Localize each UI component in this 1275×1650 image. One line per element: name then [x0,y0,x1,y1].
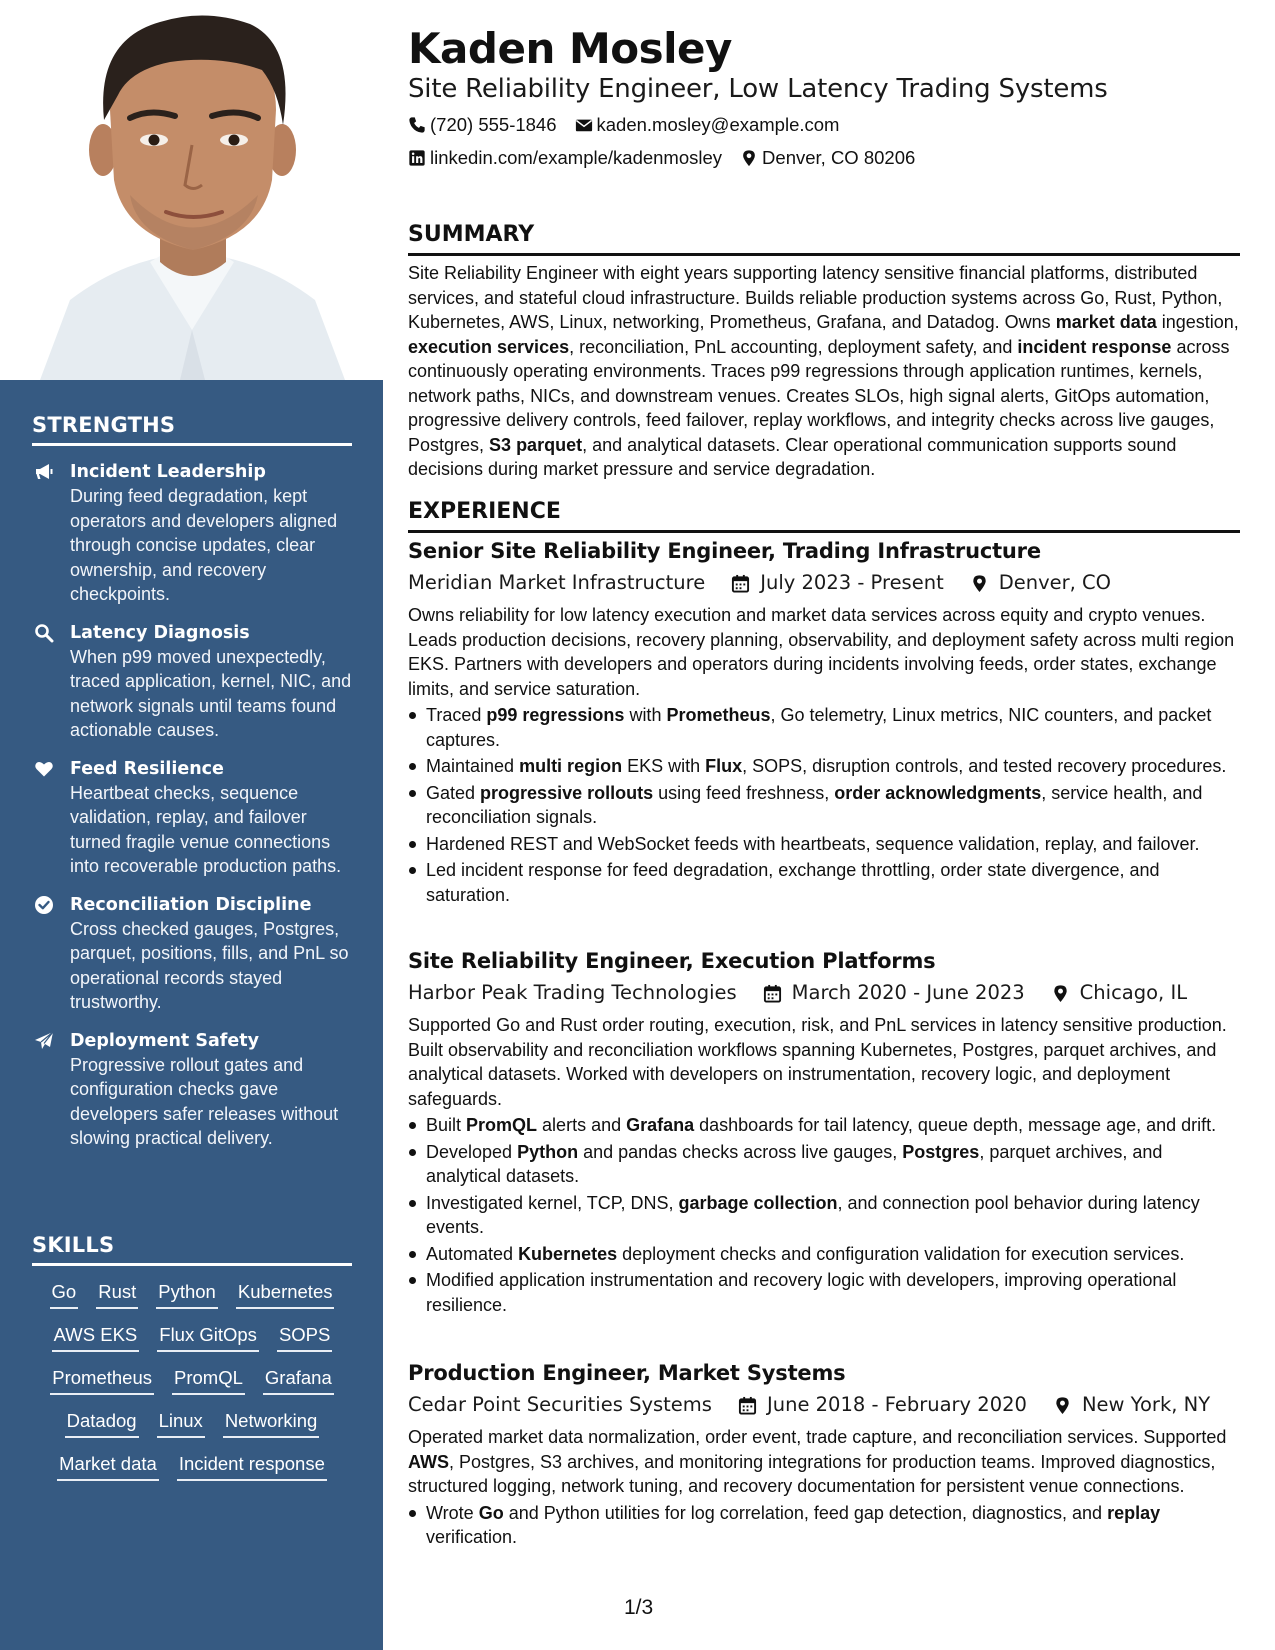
skill-tag: Datadog [65,1408,139,1438]
job-bullets [408,1113,1240,1317]
sidebar [0,0,383,1650]
skill-tag: Go [50,1279,79,1309]
strength-item [32,1029,352,1151]
job-description: Supported Go and Rust order routing, execution, risk, and PnL services in latency sensitive production. Built observability and reconciliation workflows spanning Kubernetes, Postgres, parquet archives, and analytical datasets. Worked with developers on instrumentation, recovery logic, and deployment safeguards. [408,1015,1227,1109]
skill-tag: PromQL [172,1365,245,1395]
summary-keyword: S3 parquet [489,434,583,455]
summary-segment: ingestion, [1156,312,1239,332]
bullet-item: Modified application instrumentation and recovery logic with developers, improving operational resilience. [408,1268,1240,1317]
company-name: Cedar Point Securities Systems [408,1393,712,1416]
skills-heading: SKILLS [32,1233,352,1266]
location-text: Denver, CO 80206 [762,147,916,168]
map-pin-icon [970,574,989,593]
page-number: 1/3 [624,1596,654,1619]
bullet-item: Wrote Go and Python utilities for log correlation, feed gap detection, diagnostics, and replay verification. [408,1501,1240,1550]
strength-title: Latency Diagnosis [70,622,250,643]
skills-row [32,1451,352,1481]
profile-photo [0,0,383,380]
job-entry [408,537,1240,907]
linkedin-icon [408,149,426,167]
strength-item [32,893,352,1015]
bullet-item: Automated Kubernetes deployment checks and configuration validation for execution services. [408,1242,1240,1267]
calendar-icon [731,574,750,593]
job-bullets [408,1501,1240,1550]
skill-tag: Python [156,1279,218,1309]
contact-line [408,147,915,169]
job-entry [408,947,1240,1317]
summary-keyword: incident response [1017,336,1172,357]
check-circle-icon [34,895,54,915]
job-location: Chicago, IL [1079,981,1188,1004]
search-icon [34,623,54,643]
job-title: Senior Site Reliability Engineer, Trading Infrastructure [408,539,1041,563]
job-title: Production Engineer, Market Systems [408,1361,846,1385]
job-bullets [408,703,1240,907]
experience-heading: EXPERIENCE [408,499,1240,533]
job-dates: June 2018 - February 2020 [766,1393,1027,1416]
summary-segment: , reconciliation, PnL accounting, deployment safety, and [569,336,1018,357]
skills-section [32,1233,352,1481]
phone-icon [408,116,426,134]
bullet-item: Maintained multi region EKS with Flux, SOPS, disruption controls, and tested recovery procedures. [408,754,1240,779]
envelope-icon [575,116,593,134]
skill-tag: Incident response [177,1451,327,1481]
skill-tag: Flux GitOps [157,1322,259,1352]
bullet-item: Hardened REST and WebSocket feeds with heartbeats, sequence validation, replay, and failover. [408,832,1240,857]
job-description: Operated market data normalization, order event, trade capture, and reconciliation services. Supported AWS, Postgres, S3 archives, and monitoring integrations for production teams. Improved diagnostics, structured logging, network tuning, and recovery documentation for persistent venue connections. [408,1427,1227,1496]
strength-description: When p99 moved unexpectedly, traced application, kernel, NIC, and network signals until teams found actionable causes. [70,646,352,740]
company-name: Harbor Peak Trading Technologies [408,981,737,1004]
job-dates: March 2020 - June 2023 [791,981,1025,1004]
summary-text [408,261,1240,482]
strength-title: Incident Leadership [70,462,266,482]
calendar-icon [763,984,782,1003]
linkedin-url[interactable]: linkedin.com/example/kadenmosley [430,147,723,168]
skills-row [32,1408,352,1438]
paper-plane-icon [34,1031,54,1051]
summary-keyword: execution services [408,336,570,357]
skill-tag: Linux [157,1408,205,1438]
candidate-headline: Site Reliability Engineer, Low Latency Trading Systems [408,74,1108,104]
summary-segment: , and analytical datasets. Clear operational communication supports sound decisions during market pressure and service degradation. [408,434,1177,479]
strength-description: Heartbeat checks, sequence validation, replay, and failover turned fragile venue connections into recoverable production paths. [70,782,342,876]
job-dates: July 2023 - Present [760,571,944,594]
skill-tag: AWS EKS [52,1322,140,1352]
skills-list [32,1279,352,1481]
bullet-item: Built PromQL alerts and Grafana dashboards for tail latency, queue depth, message age, and drift. [408,1113,1240,1138]
linkedin-contact[interactable] [408,147,722,169]
map-pin-icon [740,149,758,167]
job-title: Site Reliability Engineer, Execution Platforms [408,949,936,973]
bullet-item: Traced p99 regressions with Prometheus, Go telemetry, Linux metrics, NIC counters, and packet captures. [408,703,1240,752]
bullet-item: Investigated kernel, TCP, DNS, garbage collection, and connection pool behavior during latency events. [408,1191,1240,1240]
job-meta [408,1390,1240,1420]
skill-tag: SOPS [277,1322,332,1352]
calendar-icon [738,1396,757,1415]
strength-description: During feed degradation, kept operators and developers aligned through concise updates, clear ownership, and recovery checkpoints. [70,486,338,604]
strengths-section [32,413,352,1151]
bullet-item: Developed Python and pandas checks across live gauges, Postgres, parquet archives, and analytical datasets. [408,1140,1240,1189]
email-address[interactable]: kaden.mosley@example.com [596,114,840,135]
skill-tag: Prometheus [50,1365,154,1395]
skills-row [32,1279,352,1309]
phone-contact [408,114,557,136]
job-description: Owns reliability for low latency execution and market data services across equity and crypto venues. Leads production decisions, recovery planning, observability, and deployment safety across multi region EKS. Partners with developers and operators during incidents involving feeds, order states, exchange limits, and service saturation. [408,605,1235,699]
skill-tag: Networking [223,1408,320,1438]
summary-segment: across continuously operating environments. Traces p99 regressions through application runtimes, kernels, network paths, NICs, and downstream venues. Creates SLOs, high signal alerts, GitOps automation, progressive delivery controls, feed failover, replay workflows, and integrity checks across live gauges, Postgres, [408,336,1230,455]
job-location: New York, NY [1081,1393,1211,1416]
skills-row [32,1365,352,1395]
bullet-item: Gated progressive rollouts using feed freshness, order acknowledgments, service health, and reconciliation signals. [408,781,1240,830]
skill-tag: Market data [57,1451,159,1481]
skill-tag: Rust [96,1279,138,1309]
strength-title: Deployment Safety [70,1030,260,1051]
skill-tag: Kubernetes [236,1279,335,1309]
skill-tag: Grafana [263,1365,334,1395]
strength-item [32,460,352,607]
summary-heading: SUMMARY [408,222,1240,256]
bullet-item: Led incident response for feed degradation, exchange throttling, order state divergence, and saturation. [408,858,1240,907]
job-entry [408,1359,1240,1550]
strength-description: Progressive rollout gates and configuration checks gave developers safer releases without slowing practical delivery. [70,1054,339,1148]
skills-row [32,1322,352,1352]
phone-number: (720) 555-1846 [430,114,557,135]
summary-keyword: market data [1055,312,1157,332]
location-contact [740,147,915,169]
summary-segment: Site Reliability Engineer with eight years supporting latency sensitive financial platforms, distributed services, and stateful cloud infrastructure. Builds reliable production systems across Go, Rust, Python, Kubernetes, AWS, Linux, networking, Prometheus, Grafana, and Datadog. Owns [408,263,1223,332]
map-pin-icon [1053,1396,1072,1415]
strengths-heading: STRENGTHS [32,413,352,446]
strength-item [32,621,352,743]
company-name: Meridian Market Infrastructure [408,571,706,594]
strength-item [32,757,352,879]
email-contact[interactable] [575,114,840,136]
megaphone-icon [34,462,54,482]
job-meta [408,978,1240,1008]
heart-icon [34,759,54,779]
strength-title: Feed Resilience [70,758,224,779]
map-pin-icon [1051,984,1070,1003]
contact-line [408,114,839,136]
job-meta [408,568,1240,598]
strength-title: Reconciliation Discipline [70,894,312,915]
job-location: Denver, CO [998,571,1112,594]
candidate-name: Kaden Mosley [408,24,732,73]
strength-description: Cross checked gauges, Postgres, parquet, positions, fills, and PnL so operational records stayed trustworthy. [70,918,349,1012]
